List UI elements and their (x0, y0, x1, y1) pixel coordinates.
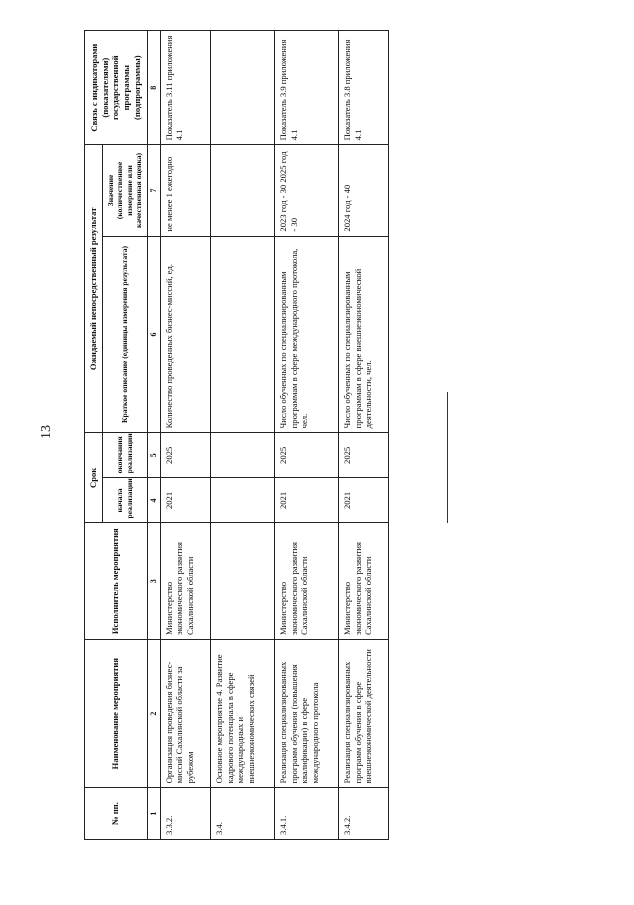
header-term-end: окончания реализации (102, 433, 147, 478)
col-number: 1 (147, 788, 160, 840)
row-start: 2021 (160, 478, 210, 523)
row-num: 3.4.2. (338, 788, 388, 840)
header-row-1 (85, 31, 103, 840)
scan-artifact-line (447, 392, 448, 523)
header-executor: Исполнитель мероприятия (85, 523, 148, 640)
header-result: Ожидаемый непосредственный результат (85, 145, 103, 433)
row-end (210, 433, 274, 478)
header-link: Связь с индикаторами (показателями) государственной программы (подпрограммы) (85, 31, 148, 145)
row-desc (210, 236, 274, 433)
col-number: 5 (147, 433, 160, 478)
column-number-row (147, 31, 160, 840)
activities-table (84, 30, 389, 840)
table-row (274, 31, 338, 840)
row-num: 3.4. (210, 788, 274, 840)
table-row (210, 31, 274, 840)
col-number: 8 (147, 31, 160, 145)
col-number: 3 (147, 523, 160, 640)
row-executor: Министерство экономического развития Сахалинской области (274, 523, 338, 640)
row-desc: Число обученных по специализированным программам в сфере внешнеэкономической деятельности, чел. (338, 236, 388, 433)
row-num: 3.4.1. (274, 788, 338, 840)
row-link: Показатель 3.8 приложения 4.1 (338, 31, 388, 145)
row-link: Показатель 3.11 приложения 4.1 (160, 31, 210, 145)
col-number: 4 (147, 478, 160, 523)
col-number: 6 (147, 236, 160, 433)
row-start: 2021 (274, 478, 338, 523)
header-term: Срок (85, 433, 103, 523)
row-num: 3.3.2. (160, 788, 210, 840)
header-term-start: начала реализации (102, 478, 147, 523)
row-end: 2025 (160, 433, 210, 478)
table-row (160, 31, 210, 840)
header-name: Наименование мероприятия (85, 639, 148, 787)
row-name: Реализация специализированных программ обучения (повышения квалификации) в сфере международного протокола (274, 639, 338, 787)
row-executor: Министерство экономического развития Сахалинской области (160, 523, 210, 640)
row-end: 2025 (338, 433, 388, 478)
row-desc: Количество проведенных бизнес-миссий, ед. (160, 236, 210, 433)
table-row (338, 31, 388, 840)
row-executor (210, 523, 274, 640)
row-name: Организация проведения бизнес-миссий Сахалинской области за рубежом (160, 639, 210, 787)
row-value: 2024 год - 40 (338, 145, 388, 236)
row-name: Основное мероприятие 4. Развитие кадрового потенциала в сфере международных и внешнеэкономических связей (210, 639, 274, 787)
row-value: 2023 год - 30 2025 год - 30 (274, 145, 338, 236)
row-name: Реализация специализированных программ обучения в сфере внешнеэкономической деятельности (338, 639, 388, 787)
row-value (210, 145, 274, 236)
row-link (210, 31, 274, 145)
header-result-desc: Краткое описание (единицы измерения результата) (102, 236, 147, 433)
header-num: № пп. (85, 788, 148, 840)
row-end: 2025 (274, 433, 338, 478)
row-start (210, 478, 274, 523)
row-executor: Министерство экономического развития Сахалинской области (338, 523, 388, 640)
page-number: 13 (39, 425, 54, 439)
row-link: Показатель 3.9 приложения 4.1 (274, 31, 338, 145)
header-result-value: Значение (количественное измерение или качественная оценка) (102, 145, 147, 236)
col-number: 2 (147, 639, 160, 787)
row-start: 2021 (338, 478, 388, 523)
rotated-table-wrapper (84, 30, 389, 840)
row-value: не менее 1 ежегодно (160, 145, 210, 236)
col-number: 7 (147, 145, 160, 236)
row-desc: Число обученных по специализированным программам в сфере международного протокола, чел. (274, 236, 338, 433)
